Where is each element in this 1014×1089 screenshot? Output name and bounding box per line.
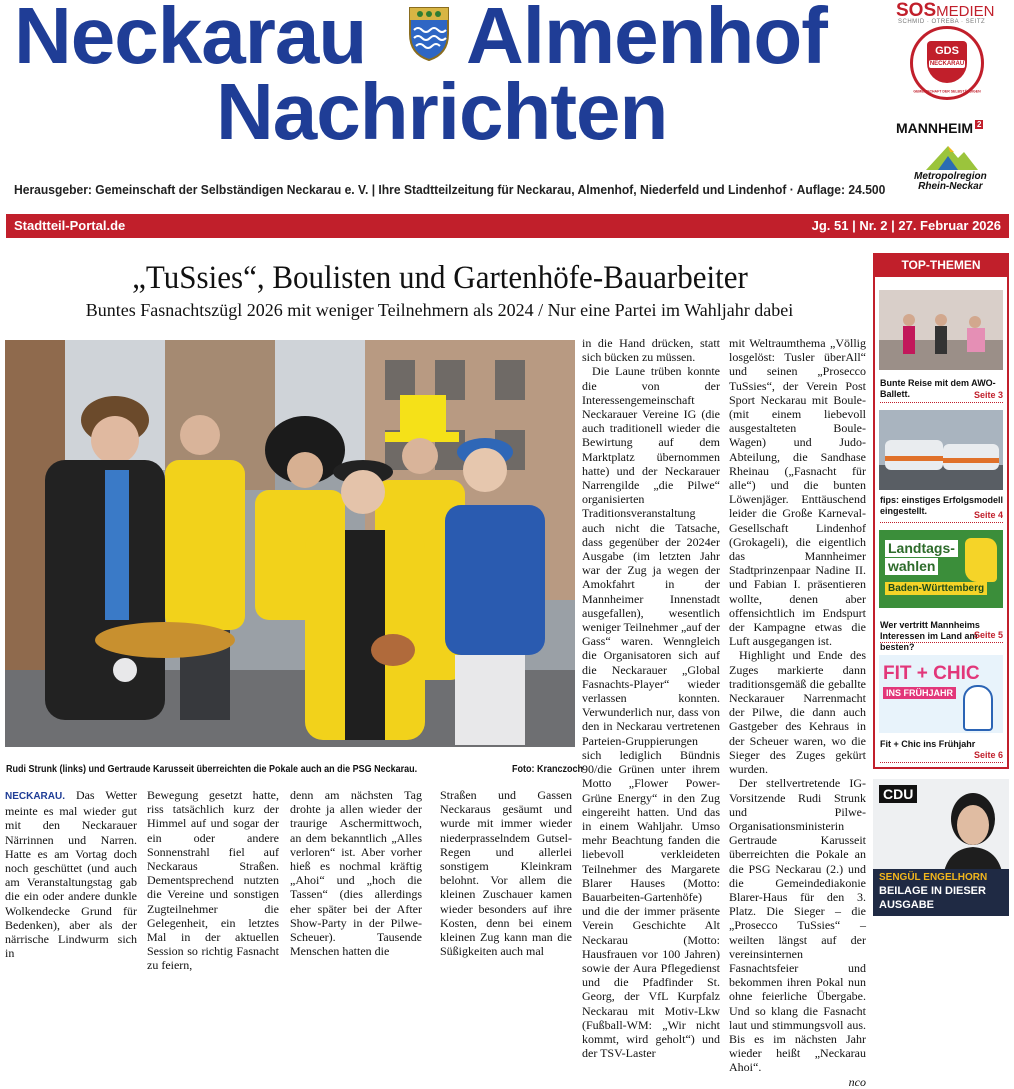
sos-wordmark: SOS <box>896 0 937 21</box>
topic-1-page[interactable]: Seite 3 <box>880 390 1003 403</box>
topic-image-ballet[interactable] <box>879 290 1003 370</box>
article-text-c: denn am nächsten Tag drohte ja allen wieder der traurige Aschermittwoch, an dem bekanntlich „Alles verloren“ ist. Aber vorher hieß es nochmal kräftig „Ahoi“ und „hoch die Tassen“ (dies allerdings eher später bei der After Show-Party in der Pilwe-Scheuer). Tausende Menschen hatten die <box>290 788 422 959</box>
article-subheadline: Buntes Fasnachtszügl 2026 mit weniger Teilnehmern als 2024 / Nur eine Partei im Wahljahr dabei <box>85 300 794 320</box>
metro-line1: Metropolregion <box>914 171 987 182</box>
article-column-6 <box>729 336 866 1089</box>
topic-3-text[interactable]: Wer vertritt Mannheims Interessen im Land am besten? <box>880 620 980 652</box>
masthead-title-neckarau: Neckarau <box>14 0 367 80</box>
sos-sub: SCHMID · OTREBA · SEITZ <box>898 19 986 25</box>
issue-info: Jg. 51 | Nr. 2 | 27. Februar 2026 <box>811 218 1001 233</box>
article-text-b: Bewegung gesetzt hatte, riss tatsächlich kurz der Himmel auf und sogar der ein oder andere Sonnenstrahl fiel auf Neckaraus Straßen. Dementsprechend nutzten die Vereine und sonstigen Zugteilnehmer die Gelegenheit, ein letztes Mal in der aktuellen Session so richtig Fasnacht zu feiern, <box>147 788 279 973</box>
fit-1: FIT + CHIC <box>883 663 980 684</box>
article-text-a: Das Wetter meinte es mal wieder gut mit den Neckarauer Närrinnen und Narren. Hatte es am Vortag doch noch geschüttet (und auch am Veranstaltungstag gab die ein oder andere dunkle Wolkendecke Grund für Bedenken), aber als der närrische Lindwurm sich in <box>5 788 137 961</box>
sos-medien: MEDIEN <box>936 3 995 20</box>
ad-line2: BEILAGE IN DIESER <box>879 885 986 897</box>
landtag-1: Landtags- <box>885 540 958 557</box>
fit-figure-icon <box>963 685 993 731</box>
cdu-logo: CDU <box>879 785 917 803</box>
mannheim-sup: 2 <box>977 120 982 130</box>
landtag-2: wahlen <box>885 558 938 575</box>
topic-2-page[interactable]: Seite 4 <box>880 510 1003 523</box>
gds-logo <box>910 26 984 100</box>
cdu-ad[interactable] <box>873 779 1009 916</box>
topic-1-text[interactable]: Bunte Reise mit dem AWO-Ballett. <box>880 378 996 399</box>
mannheim-logo <box>896 120 983 136</box>
candidate-portrait <box>933 787 1009 877</box>
sos-medien-logo <box>896 0 994 25</box>
fit-2: INS FRÜHJAHR <box>883 687 956 699</box>
ad-line3: AUSGABE <box>879 899 935 911</box>
masthead-title-nachrichten: Nachrichten <box>216 67 668 156</box>
publisher-line: Herausgeber: Gemeinschaft der Selbständigen Neckarau e. V. | Ihre Stadtteilzeitung für Neckarau, Almenhof, Niederfeld und Lindenhof · Auflage: 24.500 <box>14 182 886 197</box>
metro-line2: Rhein-Neckar <box>918 181 983 192</box>
ad-name: SENGÜL ENGELHORN <box>879 872 988 883</box>
article-text-f2: Highlight und Ende des Zuges markierte dann traditionsgemäß die geballte Neckarauer Narrenmacht der Pilwe, die dann auch Gastgeber des Kehraus in der Scheuer waren, wo die Sieger des Zuges gekürt wurden. <box>729 648 866 777</box>
photo-caption: Rudi Strunk (links) und Gertraude Karusseit überreichten die Pokale auch an die PSG Neckarau. <box>6 764 418 775</box>
topic-2-text[interactable]: fips: einstiges Erfolgsmodell eingestellt. <box>880 495 1004 516</box>
crest-icon <box>408 4 450 62</box>
issue-bar <box>6 214 1009 238</box>
topic-image-landtag[interactable] <box>879 530 1003 608</box>
metro-icon <box>924 142 980 172</box>
article-signature: nco <box>848 1074 866 1089</box>
landtag-3: Baden-Württemberg <box>885 582 987 595</box>
topic-3-page[interactable]: Seite 5 <box>880 630 1003 643</box>
article-text-e1: in die Hand drücken, statt sich bücken zu müssen. <box>582 336 720 365</box>
mannheim-wordmark: MANNHEIM <box>896 120 973 136</box>
article-column-3 <box>290 788 422 959</box>
topic-4-text[interactable]: Fit + Chic ins Frühjahr <box>880 739 976 749</box>
topic-image-fitchic[interactable] <box>879 655 1003 733</box>
bw-map-icon <box>965 538 997 582</box>
topic-4-page[interactable]: Seite 6 <box>880 750 1003 763</box>
article-location: NECKARAU. <box>5 791 65 802</box>
article-text-f3: Der stellvertretende IG-Vorsitzende Rudi Strunk und Pilwe-Organisationsministerin Gertraude Karusseit überreichten die Pokale an die PSG Neckarau (2.) und die Gemeindediakonie Blarer-Haus für den 3. Platz. Die Sieger – die „Prosecco TuSsies“ – weilten längst auf der vereinsinternen Fasnachtsfeier und bekommen ihren Pokal nun ohne feierliche Übergabe. Und so klang die Fasnacht laut und stimmungsvoll aus. Bis es im nächsten Jahr wieder heißt „Neckarau Ahoi“. <box>729 776 866 1075</box>
top-themen-title: TOP-THEMEN <box>873 253 1009 277</box>
gds-mid: NECKARAU <box>929 61 965 67</box>
portal-link[interactable]: Stadtteil-Portal.de <box>14 218 126 233</box>
article-column-1 <box>5 788 137 961</box>
article-text-d: Straßen und Gassen Neckaraus gesäumt und wurde mit immer wieder niederprasselndem Gutsel-Regen und allerlei sonstigem Kleinkram belohnt. Vor allem die kleinen Zuschauer kamen wieder besonders auf ihre Kosten, denn bei einem kleinen Zug kann man die Süßigkeiten auch mal <box>440 788 572 959</box>
article-text-f1: mit Weltraumthema „Völlig losgelöst: Tusler überAll“ und seinen „Prosecco TuSsies“, der Verein Post Sport Neckarau mit Boule- (mit einem liebevoll ausgestalteten Boule-Wagen) und Judo-Abteilung, die Sandhase Rheinau („Fasnacht für alle“) und die bunten Löwenjäger. Enttäuschend leider die Große Karneval-Gesellschaft Lindenhof (Grokageli), die eigentlich das Mannheimer Stadtprinzenpaar Nadine II. und Fabian I. präsentieren wollte, denen aber offensichtlich im Endspurt der Kampagne etwas die Luft ausgegangen ist. <box>729 336 866 649</box>
gds-top: GDS <box>935 45 959 57</box>
article-photo <box>5 340 575 747</box>
article-column-2 <box>147 788 279 973</box>
photo-credit: Foto: Kranczoch <box>512 764 584 775</box>
article-headline: „TuSsies“, Boulisten und Gartenhöfe-Bauarbeiter <box>132 260 748 296</box>
article-column-4 <box>440 788 572 959</box>
metro-logo <box>914 172 987 192</box>
article-column-5 <box>582 336 720 1061</box>
topic-image-fips[interactable] <box>879 410 1003 490</box>
article-text-e2: Die Laune trüben konnte die von der Interessengemeinschaft Neckarauer Vereine IG (die auch traditionell wieder die Bewirtung auf dem Marktplatz übernommen hatte) und der Neckarauer Narrengilde „die Pilwe“ organisierten Traditionsveranstaltung auch nicht die Tatsache, dass gegenüber der 2024er Ausgabe (im letzten Jahr war der Zug ja wegen der Amokfahrt in der Mannheimer Innenstadt ausgefallen), wesentlich weniger Teilnehmer „auf der Gass“ waren. Wenngleich die Organisatoren sich auf die Neckarauer „Global Fasnachts-Player“ wieder verlassen konnten. Verwunderlich nur, dass von den in Neckarau vertretenen Parteien-Gruppierungen sich lediglich Bündnis 90/die Grünen unter ihrem Motto „Flower Power-Grüne Energy“ in den Zug eingereiht hatten. Und das in einem Wahljahr. Umso mehr Beachtung fanden die liebevoll verkleideten Teilnehmer des Margarete Blarer Hauses (Motto: Bauarbeiten-Gartenhöfe) und die der immer präsente Verein Geschichte Alt Neckarau (Motto: Hausfrauen vor 100 Jahren) sowie der Aura Pflegedienst und die Pfadfinder St. Georg, der VfL Kurpfalz Neckarau mit Motiv-Lkw (Fußball-WM: „Wir nicht kommt, wird geholt“) und der TSV-Laster <box>582 364 720 1061</box>
gds-ring: GEMEINSCHAFT DER SELBSTÄNDIGEN <box>913 89 981 95</box>
masthead-title-almenhof: Almenhof <box>466 0 827 80</box>
